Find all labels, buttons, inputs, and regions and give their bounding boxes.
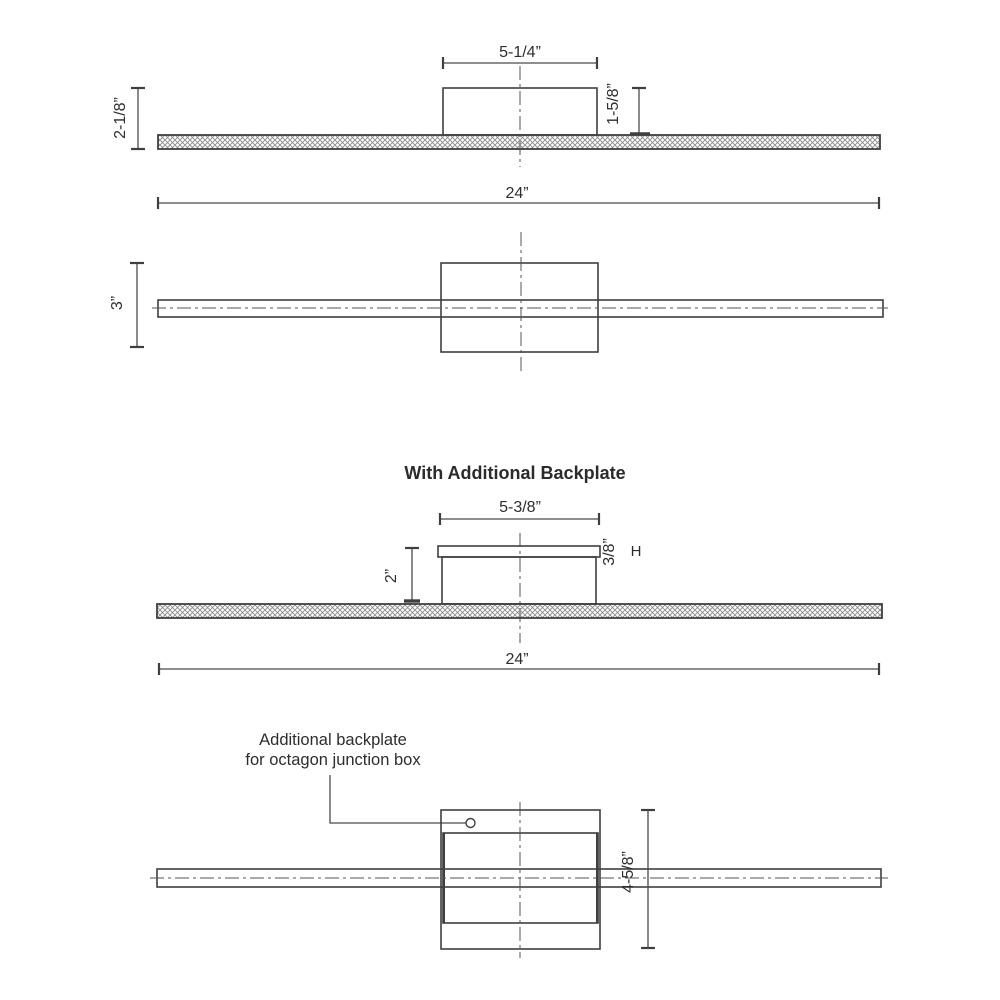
dim-overall-width-backplate <box>159 651 879 675</box>
dim-label-box-height-backplate: 2” <box>383 568 400 584</box>
dim-overall-height <box>112 88 145 149</box>
dim-label-overall-height: 2-1/8” <box>112 97 129 139</box>
dim-marker-plate-thickness: H <box>630 543 642 560</box>
dim-label-fixture-height: 3” <box>109 295 126 311</box>
light-bar-hatched <box>158 135 880 149</box>
dim-label-plate-width: 5-3/8” <box>499 499 541 516</box>
callout-text-line1: Additional backplate <box>259 731 407 749</box>
dim-label-overall-width-backplate: 24” <box>505 651 529 668</box>
view-front-elevation-backplate <box>150 802 888 958</box>
callout-text-line2: for octagon junction box <box>245 751 421 769</box>
view-side-elevation-backplate <box>157 499 882 675</box>
additional-backplate-side <box>438 546 600 557</box>
light-bar-hatched <box>157 604 882 618</box>
junction-box <box>442 557 596 604</box>
dim-plate-thickness <box>601 538 641 566</box>
dim-label-box-width: 5-1/4” <box>499 44 541 61</box>
dim-box-height-backplate <box>383 548 420 601</box>
section-title: With Additional Backplate <box>404 463 626 483</box>
view-front-elevation-top <box>109 232 888 373</box>
dim-plate-width <box>440 499 599 525</box>
dim-box-height <box>605 83 650 134</box>
leader-line <box>330 775 466 823</box>
dim-overall-width-top <box>158 185 879 209</box>
dim-backplate-height <box>620 810 655 948</box>
dim-box-width <box>443 44 597 69</box>
screw-hole-icon <box>466 819 475 828</box>
dim-label-backplate-height: 4-5/8” <box>620 851 637 893</box>
view-side-elevation-top <box>112 44 880 209</box>
dim-label-overall-width-top: 24” <box>505 185 529 202</box>
dim-fixture-height <box>109 263 144 347</box>
dim-label-box-height: 1-5/8” <box>605 83 622 125</box>
dim-label-plate-thickness: 3/8” <box>601 538 618 566</box>
